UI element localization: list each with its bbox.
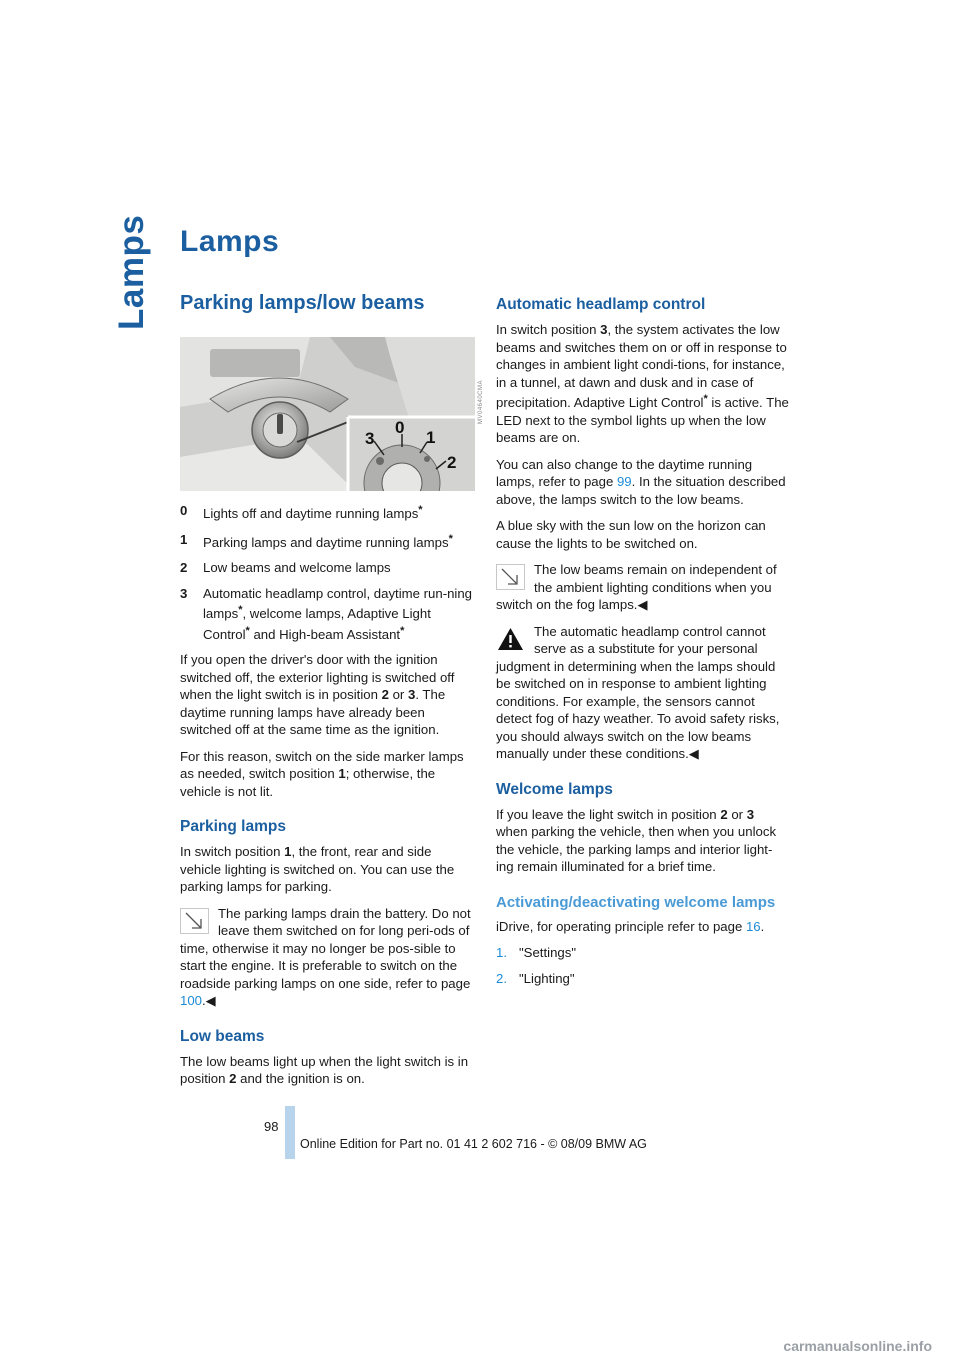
page-link-100[interactable]: 100 [180,993,203,1008]
paragraph: You can also change to the daytime running lamps, refer to page 99. In the situation described above, the lamps switch to the low beams. [496,456,786,507]
figure-code: MV04640CMA [478,379,484,424]
footer-text: Online Edition for Part no. 01 41 2 602 716 - © 08/09 BMW AG [300,1137,647,1151]
paragraph: For this reason, switch on the side marker lamps as needed, switch position 1; otherwise, the vehicle is not lit. [180,748,464,799]
side-tab [104,214,154,336]
light-switch-illustration [180,337,475,491]
figure-label-2: 2 [447,453,457,472]
parking-lamps-heading: Parking lamps [180,818,286,835]
page-number: 98 [264,1119,279,1134]
page-title: Lamps [180,225,280,258]
page-link-16[interactable]: 16 [745,918,761,934]
note: The parking lamps drain the battery. Do not leave them switched on for long peri-ods of time, otherwise it may no longer be pos-sible to start the engine. It is preferable to switch on the roadside parking lamps on one side, refer to page 100.◀ [180,905,471,1008]
section-title: Parking lamps/low beams [180,292,425,314]
paragraph: In switch position 1, the front, rear and side vehicle lighting is switched on. You can use the parking lamps for parking. [180,844,455,894]
watermark: carmanualsonline.info [783,1338,932,1354]
paragraph: A blue sky with the sun low on the horizon can cause the lights to be switched on. [496,518,766,551]
legend-item: 2 Low beams and welcome lamps [180,560,391,575]
figure-label-1: 1 [426,428,436,447]
note-icon [496,564,525,590]
figure-label-0: 0 [395,418,405,437]
paragraph: In switch position 3, the system activates the low beams and switches them on or off in response to changes in ambient light condi-tions, for instance, in a tunnel, at dawn and dusk and in case of precipitation. Adaptive Light Control* is active. The LED next to the symbol lights up when the low beams are on. [496,322,789,445]
activating-welcome-lamps-heading: Activating/deactivating welcome lamps [496,893,776,911]
figure-label-3: 3 [365,429,375,448]
legend-item: 1 Parking lamps and daytime running lamps* [180,531,453,550]
list-item: 2. "Lighting" [496,970,575,986]
side-tab-label: Lamps [112,214,151,330]
page-link-99[interactable]: 99 [616,474,632,489]
light-switch-figure [180,337,475,491]
legend-item: 3 Automatic headlamp control, daytime run-ning lamps*, welcome lamps, Adaptive Light Control* and High-beam Assistant* [180,585,473,642]
paragraph: If you open the driver's door with the ignition switched off, the exterior lighting is switched off when the light switch is in position 2 or 3. The daytime running lamps have already been switched off at the same time as the ignition. [180,652,455,737]
welcome-lamps-heading: Welcome lamps [496,780,613,798]
list-item: 1. "Settings" [496,945,577,960]
warning-icon [496,626,525,652]
note-icon [180,908,209,934]
paragraph: If you leave the light switch in position 2 or 3 when parking the vehicle, then when you unlock the vehicle, the parking lamps and interior light-ing remain illuminated for a brief time. [496,806,777,874]
automatic-headlamp-heading: Automatic headlamp control [496,296,706,313]
low-beams-heading: Low beams [180,1027,265,1045]
left-column [180,502,473,1097]
paragraph: iDrive, for operating principle refer to page 16. [496,918,765,934]
legend-item: 0 Lights off and daytime running lamps* [180,503,423,521]
note: The low beams remain on independent of the ambient lighting conditions when you switch on the fog lamps.◀ [496,562,777,612]
right-column [496,296,789,995]
warning-note: The automatic headlamp control cannot serve as a substitute for your personal judgment in determining when the lamps should be switched on in response to ambient lighting conditions. For example, the sensors cannot detect fog of hazy weather. To avoid safety risks, you should always switch on the low beams manually under these conditions.◀ [496,623,780,761]
paragraph: The low beams light up when the light switch is in position 2 and the ignition is on. [180,1053,469,1086]
footer-bar [285,1106,295,1159]
